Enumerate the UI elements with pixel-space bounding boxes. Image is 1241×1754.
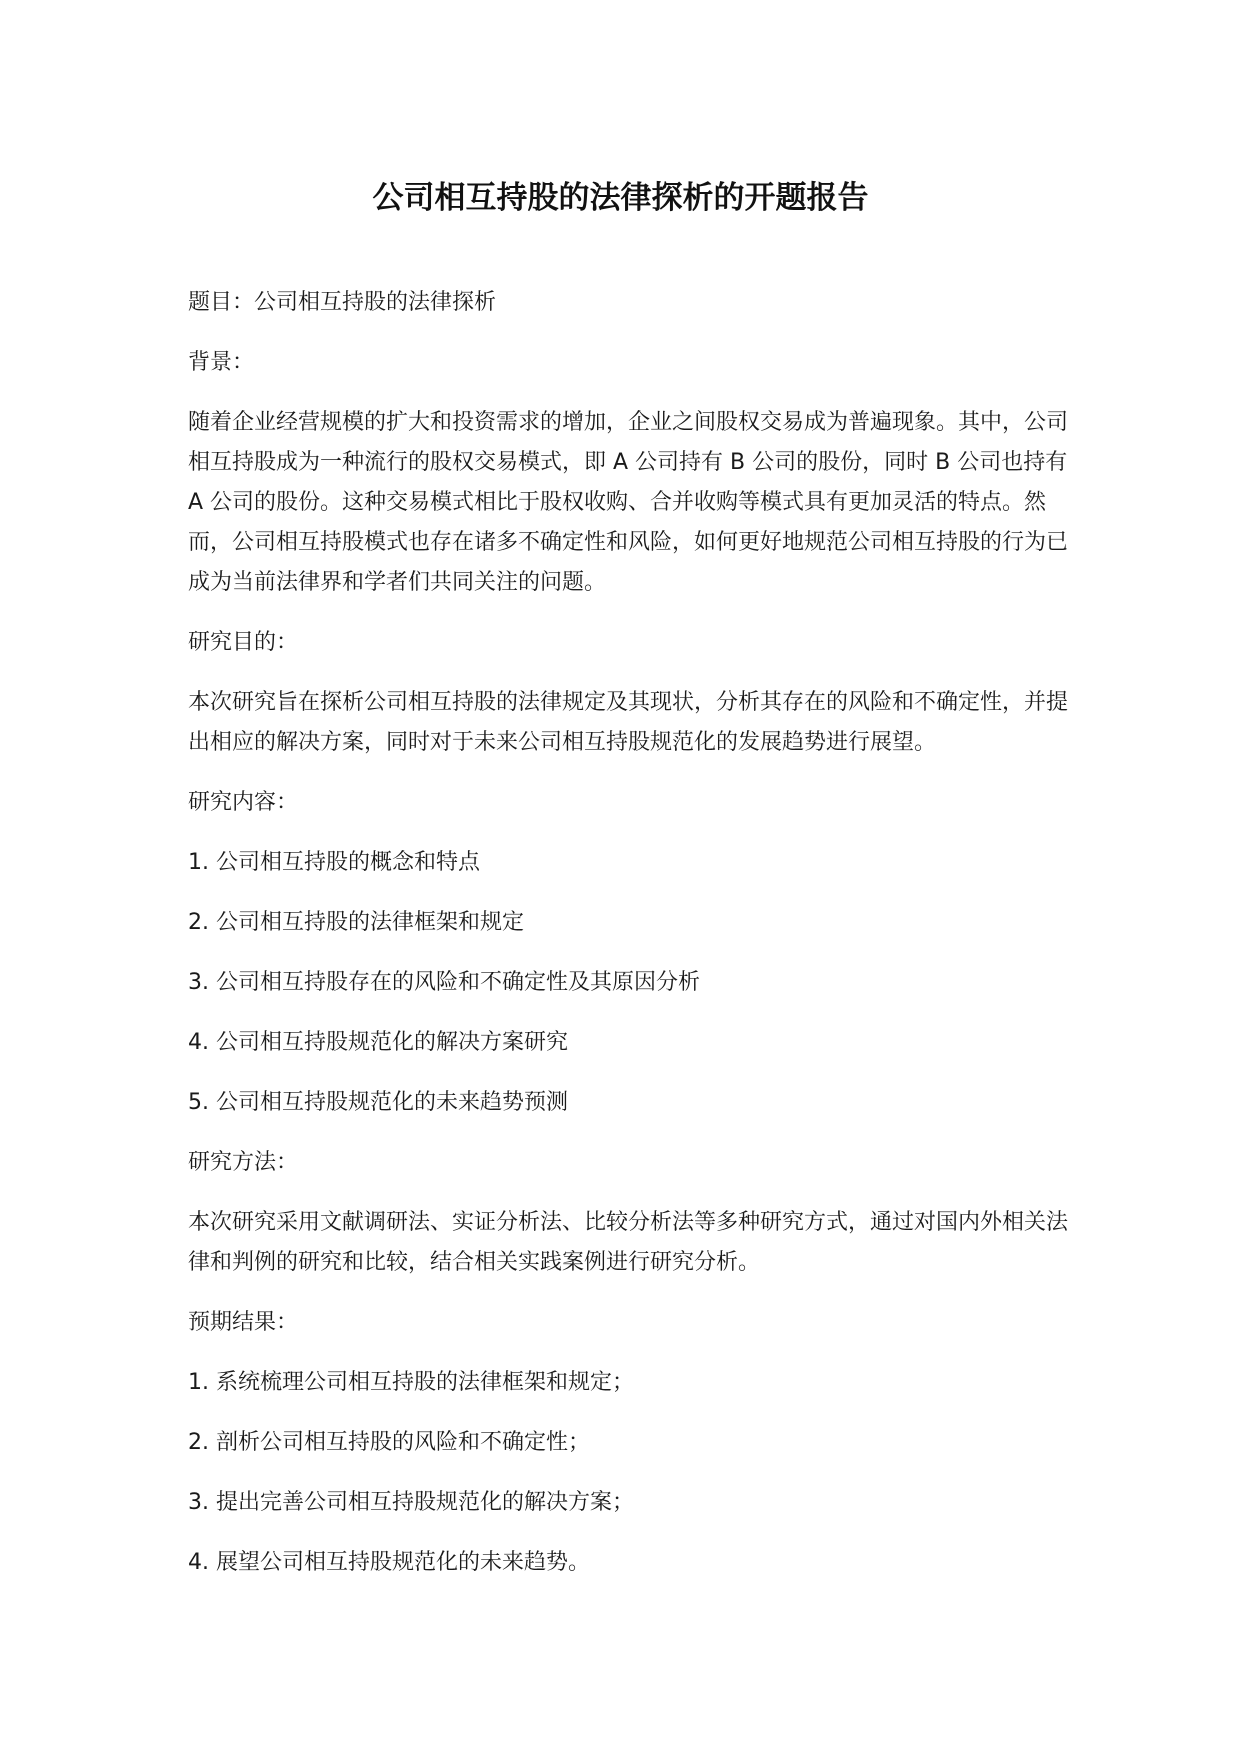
background-paragraph: 随着企业经营规模的扩大和投资需求的增加，企业之间股权交易成为普遍现象。其中，公司相互持股成为一种流行的股权交易模式，即 A 公司持有 B 公司的股份，同时 B 公司也持有 A 公司的股份。这种交易模式相比于股权收购、合并收购等模式具有更加灵活的特点。然而，公司相互持股模式也存在诸多不确定性和风险，如何更好地规范公司相互持股的行为已成为当前法律界和学者们共同关注的问题。 xyxy=(188,410,1069,595)
content-heading: 研究内容： xyxy=(188,790,299,815)
background-heading: 背景： xyxy=(188,350,255,375)
topic-line: 题目：公司相互持股的法律探析 xyxy=(188,290,497,315)
method-paragraph: 本次研究采用文献调研法、实证分析法、比较分析法等多种研究方式，通过对国内外相关法律和判例的研究和比较，结合相关实践案例进行研究分析。 xyxy=(188,1210,1069,1275)
result-item-2: 2. 剖析公司相互持股的风险和不确定性； xyxy=(188,1430,590,1455)
document-title: 公司相互持股的法律探析的开题报告 xyxy=(372,180,869,216)
content-item-2: 2. 公司相互持股的法律框架和规定 xyxy=(188,910,524,935)
purpose-paragraph: 本次研究旨在探析公司相互持股的法律规定及其现状，分析其存在的风险和不确定性，并提出相应的解决方案，同时对于未来公司相互持股规范化的发展趋势进行展望。 xyxy=(188,690,1069,755)
content-item-4: 4. 公司相互持股规范化的解决方案研究 xyxy=(188,1030,568,1055)
document-body xyxy=(188,283,1078,1603)
result-item-1: 1. 系统梳理公司相互持股的法律框架和规定； xyxy=(188,1370,634,1395)
result-item-3: 3. 提出完善公司相互持股规范化的解决方案； xyxy=(188,1490,634,1515)
method-heading: 研究方法： xyxy=(188,1150,299,1175)
content-item-5: 5. 公司相互持股规范化的未来趋势预测 xyxy=(188,1090,568,1115)
results-heading: 预期结果： xyxy=(188,1310,299,1335)
purpose-heading: 研究目的： xyxy=(188,630,299,655)
content-item-1: 1. 公司相互持股的概念和特点 xyxy=(188,850,480,875)
result-item-4: 4. 展望公司相互持股规范化的未来趋势。 xyxy=(188,1550,590,1575)
content-item-3: 3. 公司相互持股存在的风险和不确定性及其原因分析 xyxy=(188,970,700,995)
